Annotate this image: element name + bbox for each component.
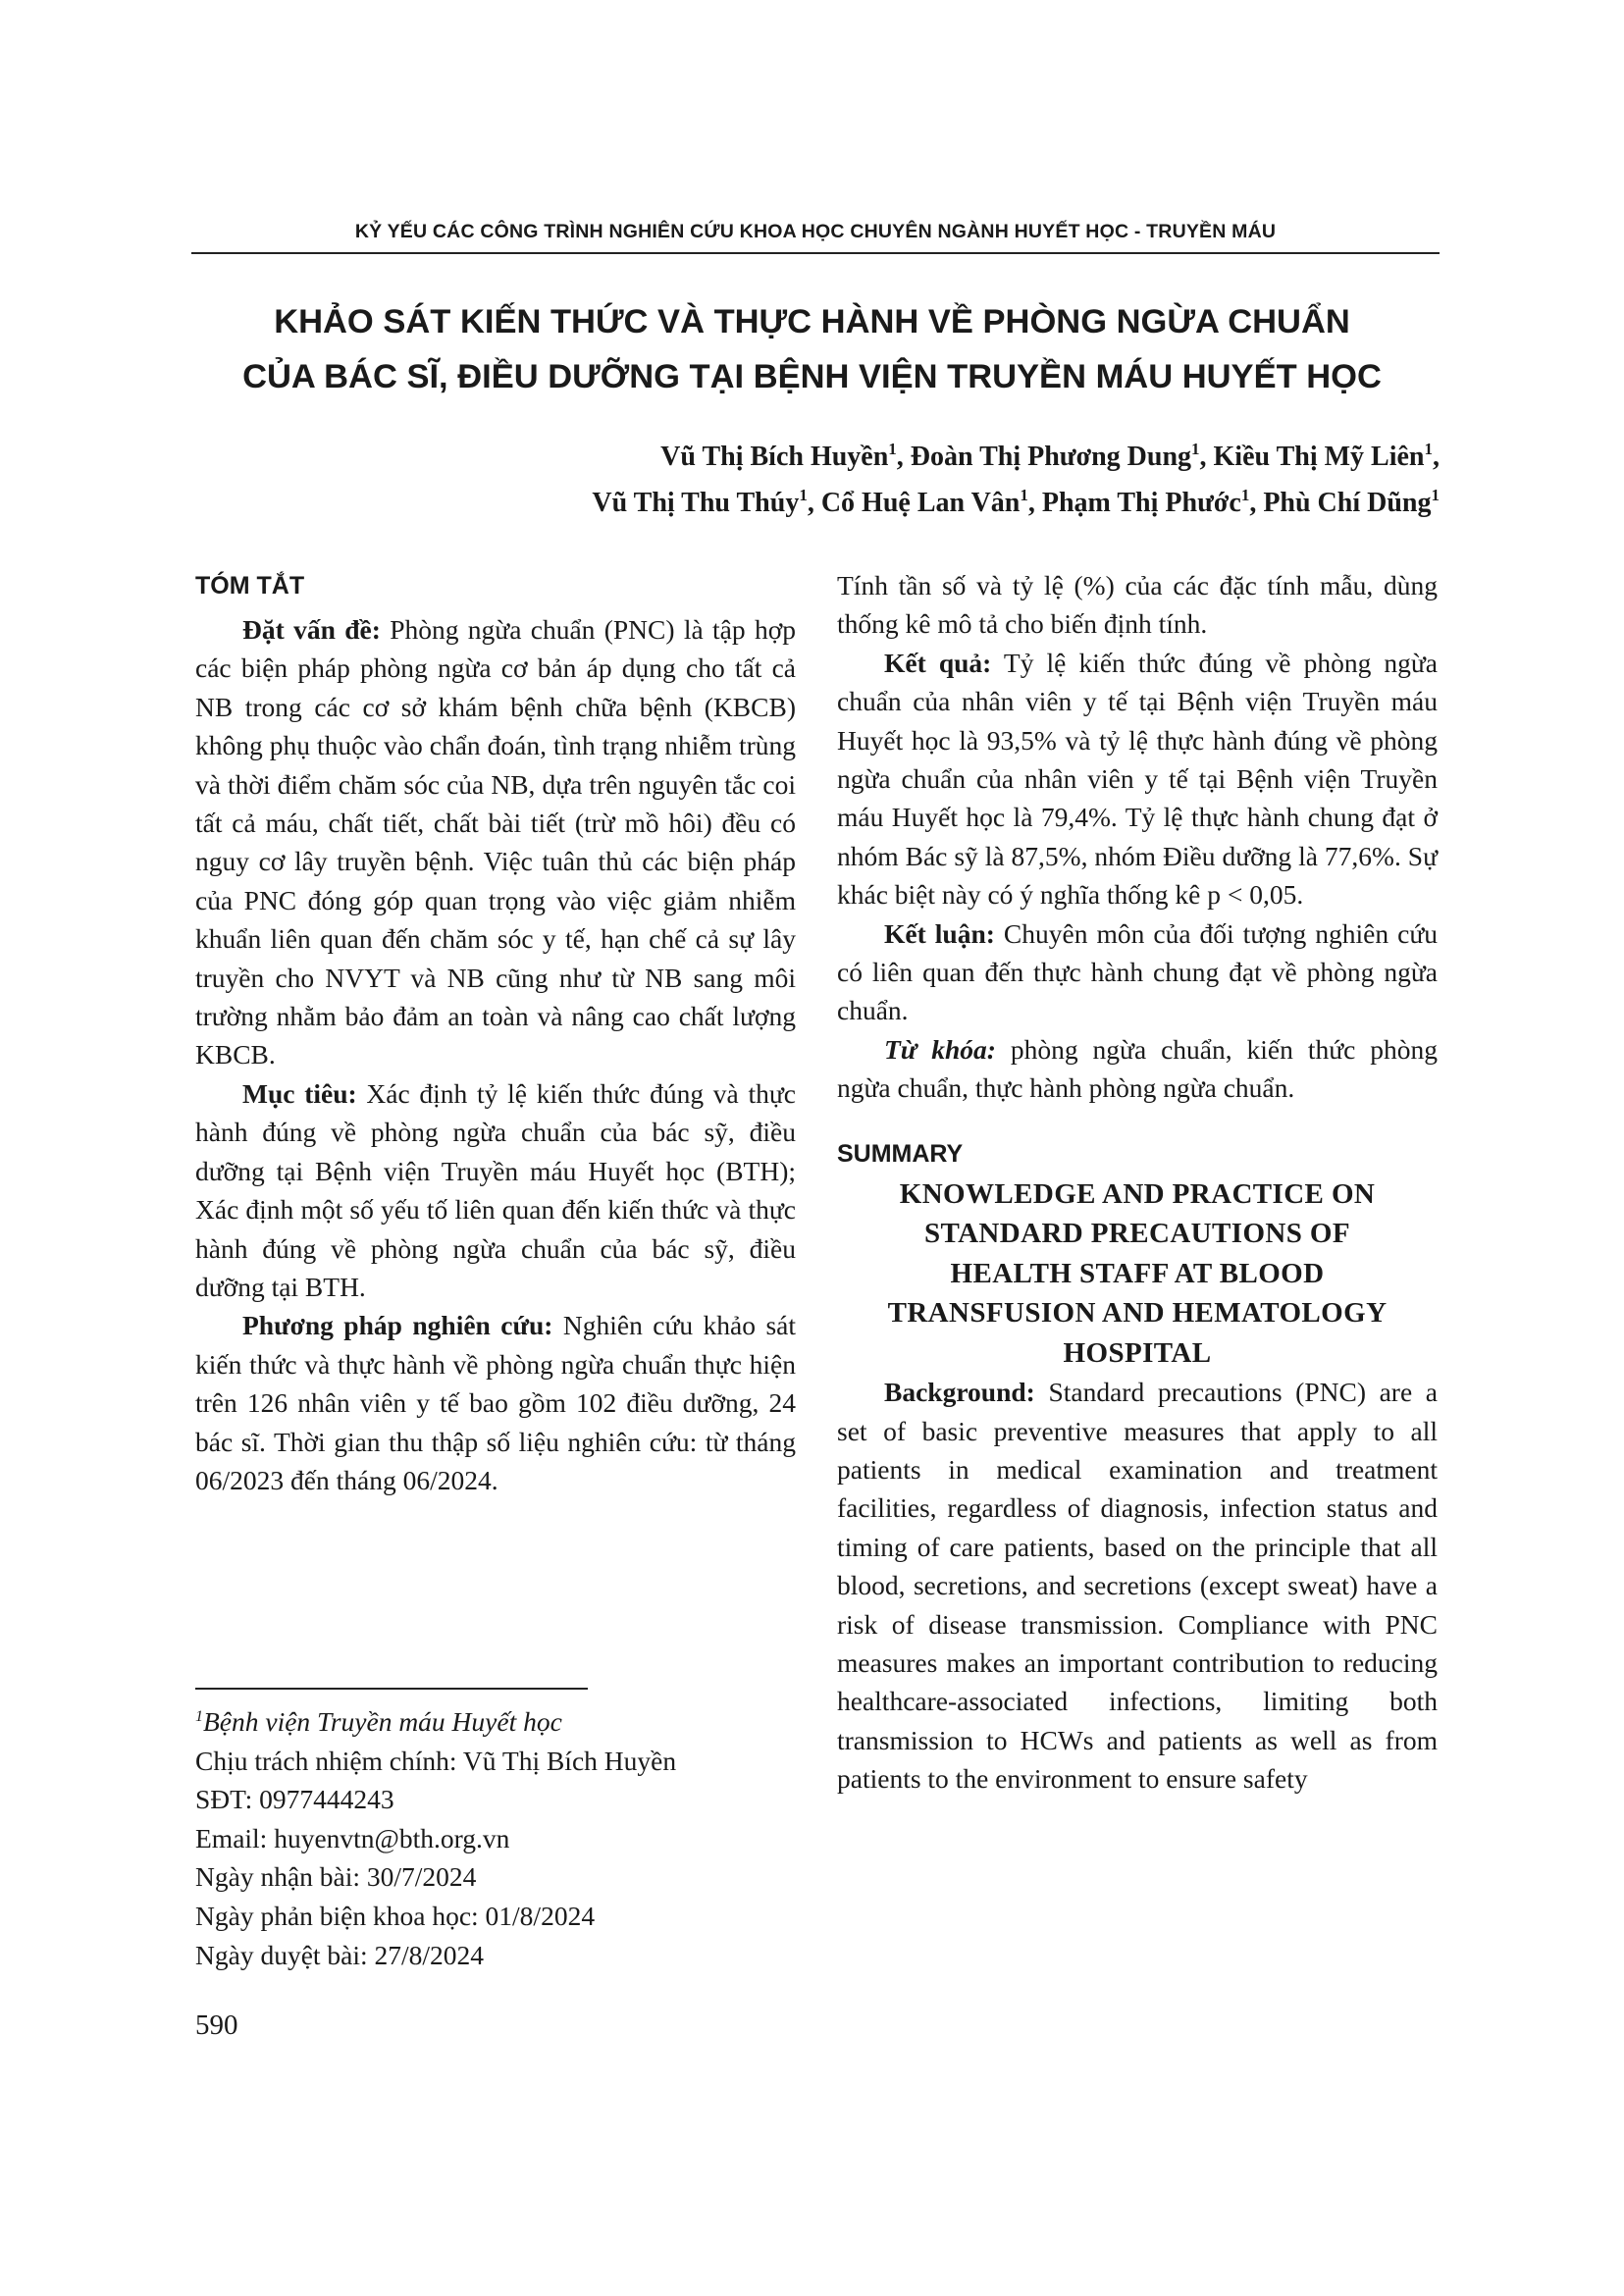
author-line-1: Vũ Thị Bích Huyền$^1$, Đoàn Thị Phương Dung$^1$, Kiều Thị Mỹ Liên$^1$, <box>660 440 1440 472</box>
running-header: KỶ YẾU CÁC CÔNG TRÌNH NGHIÊN CỨU KHOA HỌC CHUYÊN NGÀNH HUYẾT HỌC - TRUYỀN MÁU <box>354 221 1277 242</box>
footnote-affil-mark: 1 <box>195 1708 203 1725</box>
author-name: Cổ Huệ Lan Vân <box>820 488 1021 518</box>
title-line-1: KHẢO SÁT KIẾN THỨC VÀ THỰC HÀNH VỀ PHÒNG NGỪA CHUẨN <box>274 303 1350 340</box>
background-label: Đặt vấn đề: <box>242 614 381 645</box>
keywords-label: Từ khóa: <box>884 1033 996 1065</box>
keywords-text: phòng ngừa chuẩn, kiến thức phòng ngừa chuẩn, thực hành phòng ngừa chuẩn. <box>837 1033 1439 1104</box>
affiliation-mark: 1 <box>1240 486 1250 504</box>
english-title-line: HEALTH STAFF AT BLOOD <box>950 1257 1325 1289</box>
author-list <box>191 434 1440 526</box>
methods-continued-paragraph: Tính tần số và tỷ lệ (%) của các đặc tính mẫu, dùng thống kê mô tả cho biến định tính. <box>837 570 1438 640</box>
english-background-label: Background: <box>884 1377 1035 1408</box>
author-name: Kiều Thị Mỹ Liên <box>1213 442 1425 472</box>
affiliation-mark: 1 <box>1191 440 1200 458</box>
objective-label: Mục tiêu: <box>242 1077 357 1109</box>
english-title-line: HOSPITAL <box>1063 1336 1212 1369</box>
footnote-reviewed: Ngày phản biện khoa học: 01/8/2024 <box>195 1900 596 1931</box>
page-number: 590 <box>195 2009 238 2041</box>
footnote-corresponding: Chịu trách nhiệm chính: Vũ Thị Bích Huyền <box>195 1745 677 1776</box>
affiliation-mark: 1 <box>1424 440 1433 458</box>
affiliation-mark: 1 <box>1020 486 1028 504</box>
affiliation-text: Bệnh viện Truyền máu Huyết học <box>203 1706 562 1737</box>
summary-heading: SUMMARY <box>837 1139 964 1168</box>
objective-paragraph <box>195 1074 796 1306</box>
english-title-line: KNOWLEDGE AND PRACTICE ON <box>899 1177 1376 1210</box>
results-text: Tỷ lệ kiến thức đúng về phòng ngừa chuẩn của nhân viên y tế tại Bệnh viện Truyền máu Huyết học là 93,5% và tỷ lệ thực hành đúng về phòng ngừa chuẩn của nhân viên y tế tại Bệnh viện Truyền máu Huyết học là 79,4%. Tỷ lệ thực hành chung đạt ở nhóm Bác sỹ là 87,5%, nhóm Điều dưỡng là 77,6%. Sự khác biệt này có ý nghĩa thống kê p < 0,05. <box>837 647 1439 911</box>
author-name: Vũ Thị Bích Huyền <box>660 442 889 472</box>
footnote-phone: SĐT: 0977444243 <box>195 1784 394 1815</box>
author-name: Đoàn Thị Phương Dung <box>910 442 1192 472</box>
background-paragraph <box>195 610 796 1074</box>
english-title <box>837 1174 1438 1374</box>
english-title-line: STANDARD PRECAUTIONS OF <box>923 1218 1351 1250</box>
conclusion-text: Chuyên môn của đối tượng nghiên cứu có liên quan đến thực hành chung đạt về phòng ngừa chuẩn. <box>837 917 1438 1026</box>
english-background-paragraph <box>837 1373 1438 1798</box>
author-name: Vũ Thị Thu Thúy <box>592 488 800 518</box>
footnote-affiliation <box>195 1702 796 1742</box>
article-title <box>147 294 1477 404</box>
footnote-received: Ngày nhận bài: 30/7/2024 <box>195 1861 477 1893</box>
title-line-2: CỦA BÁC SĨ, ĐIỀU DƯỠNG TẠI BỆNH VIỆN TRUYỀN MÁU HUYẾT HỌC <box>242 358 1382 395</box>
right-column <box>837 566 1438 1799</box>
background-text: Phòng ngừa chuẩn (PNC) là tập hợp các biện pháp phòng ngừa cơ bản áp dụng cho tất cả NB trong các cơ sở khám bệnh chữa bệnh (KBCB) không phụ thuộc vào chẩn đoán, tình trạng nhiễm trùng và thời điểm chăm sóc của NB, dựa trên nguyên tắc coi tất cả máu, chất tiết, chất bài tiết (trừ mồ hôi) đều có nguy cơ lây truyền bệnh. Việc tuân thủ các biện pháp của PNC đóng góp quan trọng vào việc giảm nhiễm khuẩn liên quan đến chăm sóc y tế, hạn chế cả sự lây truyền cho NVYT và NB cũng như từ NB sang môi trường nhằm bảo đảm an toàn và nâng cao chất lượng KBCB. <box>195 614 796 1070</box>
objective-text: Xác định tỷ lệ kiến thức đúng và thực hành đúng về phòng ngừa chuẩn của bác sỹ, điều dưỡng tại Bệnh viện Truyền máu Huyết học (BTH); Xác định một số yếu tố liên quan đến kiến thức và thực hành đúng về phòng ngừa chuẩn của bác sỹ, điều dưỡng tại BTH. <box>195 1077 796 1302</box>
conclusion-label: Kết luận: <box>884 917 995 949</box>
footnote-email: Email: huyenvtn@bth.org.vn <box>195 1822 510 1853</box>
results-paragraph <box>837 644 1438 914</box>
author-name: Phạm Thị Phước <box>1041 488 1241 518</box>
author-line-2: Vũ Thị Thu Thúy$^1$, Cổ Huệ Lan Vân$^1$, Phạm Thị Phước$^1$, Phù Chí Dũng$^1$ <box>592 486 1440 518</box>
methods-paragraph <box>195 1306 796 1499</box>
affiliation-mark: 1 <box>888 440 897 458</box>
english-title-line: TRANSFUSION AND HEMATOLOGY <box>887 1297 1388 1330</box>
keywords-paragraph <box>837 1030 1438 1108</box>
methods-text: Nghiên cứu khảo sát kiến thức và thực hành về phòng ngừa chuẩn thực hiện trên 126 nhân viên y tế bao gồm 102 điều dưỡng, 24 bác sĩ. Thời gian thu thập số liệu nghiên cứu: từ tháng 06/2023 đến tháng 06/2024. <box>195 1310 796 1495</box>
abstract-heading: TÓM TẮT <box>195 572 305 600</box>
header-rule <box>191 252 1440 254</box>
footnote-accepted: Ngày duyệt bài: 27/8/2024 <box>195 1939 485 1970</box>
results-label: Kết quả: <box>884 647 992 678</box>
author-name: Phù Chí Dũng <box>1263 488 1432 518</box>
affiliation-mark: 1 <box>1431 486 1440 504</box>
left-column <box>195 566 796 1499</box>
affiliation-mark: 1 <box>799 486 808 504</box>
footnotes <box>195 1702 796 1974</box>
english-background-text: Standard precautions (PNC) are a set of basic preventive measures that apply to all patients in medical examination and treatment facilities, regardless of diagnosis, infection status and timing of care patients, based on the principle that all blood, secretions, and secretions (except sweat) have a risk of disease transmission. Compliance with PNC measures makes an important contribution to reducing healthcare-associated infections, limiting both transmission to HCWs and patients as well as from patients to the environment to ensure safety <box>837 1377 1438 1795</box>
methods-label: Phương pháp nghiên cứu: <box>242 1310 553 1341</box>
conclusion-paragraph <box>837 914 1438 1030</box>
footnote-rule <box>195 1688 588 1690</box>
